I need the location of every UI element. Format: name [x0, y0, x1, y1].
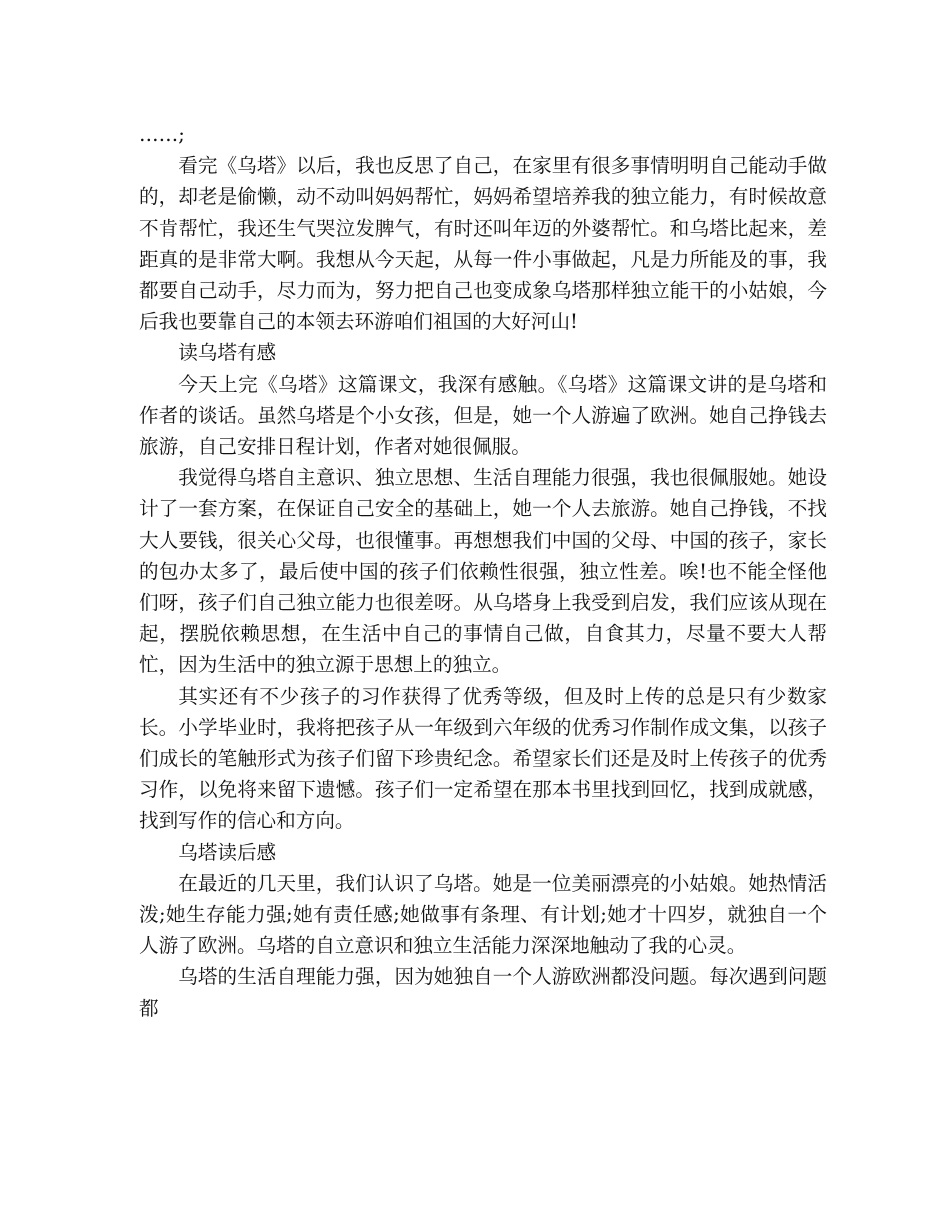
paragraph: 看完《乌塔》以后，我也反思了自己，在家里有很多事情明明自己能动手做的，却老是偷懒，动不动叫妈妈帮忙，妈妈希望培养我的独立能力，有时候故意不肯帮忙，我还生气哭泣发脾气，有时还叫年迈的外婆帮忙。和乌塔比起来，差距真的是非常大啊。我想从今天起，从每一件小事做起，凡是力所能及的事，我都要自己动手，尽力而为，努力把自己也变成象乌塔那样独立能干的小姑娘，今后我也要靠自己的本领去环游咱们祖国的大好河山!	[139, 154, 827, 334]
section-title: 读乌塔有感	[178, 341, 277, 365]
paragraph: 在最近的几天里，我们认识了乌塔。她是一位美丽漂亮的小姑娘。她热情活泼;她生存能力强;她有责任感;她做事有条理、有计划;她才十四岁，就独自一个人游了欧洲。乌塔的自立意识和独立生活能力深深地触动了我的心灵。	[139, 871, 827, 958]
paragraph: 今天上完《乌塔》这篇课文，我深有感触。《乌塔》这篇课文讲的是乌塔和作者的谈话。虽然乌塔是个小女孩，但是，她一个人游遍了欧洲。她自己挣钱去旅游，自己安排日程计划，作者对她很佩服。	[139, 372, 827, 459]
paragraph: 我觉得乌塔自主意识、独立思想、生活自理能力很强，我也很佩服她。她设计了一套方案，在保证自己安全的基础上，她一个人去旅游。她自己挣钱，不找大人要钱，很关心父母，也很懂事。再想想我们中国的父母、中国的孩子，家长的包办太多了，最后使中国的孩子们依赖性很强，独立性差。唉!也不能全怪他们呀，孩子们自己独立能力也很差呀。从乌塔身上我受到启发，我们应该从现在起，摆脱依赖思想，在生活中自己的事情自己做，自食其力，尽量不要大人帮忙，因为生活中的独立源于思想上的独立。	[139, 466, 827, 677]
document-body	[139, 119, 827, 1024]
paragraph: 其实还有不少孩子的习作获得了优秀等级，但及时上传的总是只有少数家长。小学毕业时，我将把孩子从一年级到六年级的优秀习作制作成文集，以孩子们成长的笔触形式为孩子们留下珍贵纪念。希望家长们还是及时上传孩子的优秀习作，以免将来留下遗憾。孩子们一定希望在那本书里找到回忆，找到成就感，找到写作的信心和方向。	[139, 684, 827, 833]
paragraph: 乌塔的生活自理能力强，因为她独自一个人游欧洲都没问题。每次遇到问题都	[139, 965, 827, 1020]
section-title: 乌塔读后感	[178, 840, 277, 864]
paragraph-ellipsis: ……;	[139, 123, 185, 146]
